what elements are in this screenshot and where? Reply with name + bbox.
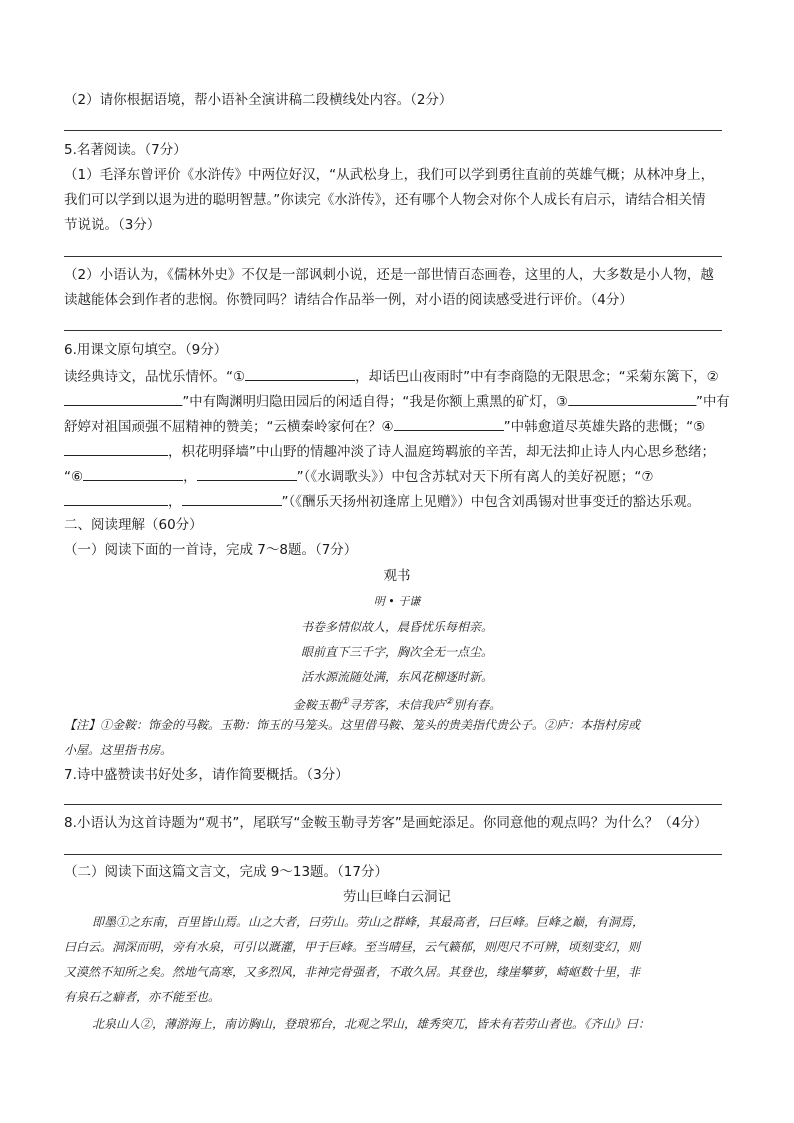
classical-p1-line1: 即墨①之东南，百里皆山焉。山之大者，曰劳山。劳山之群峰，其最高者，曰巨峰。巨峰之巅，有洞焉， xyxy=(92,915,645,929)
q6-text: ，却话巴山夜雨时”中有李商隐的无限思念；“采菊东篱下，② xyxy=(355,369,719,385)
poem-line-4 xyxy=(0,692,794,715)
answer-line-q5-1[interactable] xyxy=(64,256,722,257)
poem-text: 寻芳客，未信我庐 xyxy=(348,698,445,712)
q6-text: “⑥ xyxy=(64,469,84,485)
poem-line-3: 活水源流随处满，东风花柳逐时新。 xyxy=(300,670,493,684)
footnote-ref-1: ① xyxy=(340,697,349,707)
q6-text: ”中有陶渊明归隐田园后的闲适自得；“我是你额上熏黑的矿灯，③ xyxy=(182,394,568,410)
q6-text: ”（《酬乐天扬州初逢席上见赠》）中包含刘禹锡对世事变迁的豁达乐观。 xyxy=(281,494,701,510)
blank-7b[interactable] xyxy=(182,490,282,506)
poem-title: 观书 xyxy=(383,568,411,584)
q5-2-line1: （2）小语认为，《儒林外史》不仅是一部讽刺小说，还是一部世情百态画卷，这里的人，大多数是小人物，越 xyxy=(64,267,714,283)
q6-text: ， xyxy=(183,469,197,485)
answer-line-q4-2[interactable] xyxy=(64,130,722,131)
q7-prompt: 7.诗中盛赞读书好处多，请作简要概括。（3分） xyxy=(64,767,349,783)
classical-title: 劳山巨峰白云洞记 xyxy=(343,889,451,905)
q6-line-d xyxy=(64,440,715,462)
q5-2-line2: 读越能体会到作者的悲悯。你赞同吗？请结合作品举一例，对小语的阅读感受进行评价。（4分） xyxy=(64,292,633,308)
q6-text: ”中韩愈道尽英雄失路的悲慨；“⑤ xyxy=(503,419,706,435)
q6-line-b xyxy=(64,390,730,412)
q6-line-a xyxy=(64,365,719,387)
blank-7a[interactable] xyxy=(64,490,168,506)
section-2-title: 二、阅读理解（60分） xyxy=(64,517,203,533)
poem-text: 别有春。 xyxy=(453,698,502,712)
q6-text: ”中有 xyxy=(696,394,730,410)
classical-p1-line3: 又漠然不知所之矣。然地气高寒，又多烈风，非神完骨强者，不敢久居。其登也，缘崖攀萝，崎岖数十里，非 xyxy=(64,965,641,979)
subsection-1-title: （一）阅读下面的一首诗，完成 7～8题。（7分） xyxy=(64,542,358,558)
classical-p1-line2: 曰白云。洞深而明，旁有水泉，可引以溉灌，甲于巨峰。至当晴昼，云气籁郁，则咫尺不可辨，顷刻变幻，则 xyxy=(64,940,641,954)
blank-4[interactable] xyxy=(394,415,504,431)
classical-p1-line4: 有泉石之癖者，亦不能至也。 xyxy=(64,990,221,1004)
q6-text: 读经典诗文，品忧乐情怀。“① xyxy=(64,369,246,385)
q6-text: 舒婷对祖国顽强不屈精神的赞美；“云横秦岭家何在？④ xyxy=(64,419,394,435)
q6-line-c xyxy=(64,415,705,437)
blank-6b[interactable] xyxy=(197,465,297,481)
blank-5[interactable] xyxy=(64,440,168,456)
q6-line-e xyxy=(64,465,653,487)
poem-note-line1: 【注】①金鞍：饰金的马鞍。玉勒：饰玉的马笼头。这里借马鞍、笼头的贵美指代贵公子。②庐：本指村房或 xyxy=(64,718,641,732)
q8-prompt: 8.小语认为这首诗题为“观书”，尾联写“金鞍玉勒寻芳客”是画蛇添足。你同意他的观点吗？为什么？（4分） xyxy=(64,815,708,831)
answer-line-q5-2[interactable] xyxy=(64,330,722,331)
footnote-ref-2: ② xyxy=(445,697,454,707)
q6-text: ”（《水调歌头》）中包含苏轼对天下所有离人的美好祝愿；“⑦ xyxy=(296,469,654,485)
q6-title: 6.用课文原句填空。（9分） xyxy=(64,342,228,358)
blank-2[interactable] xyxy=(64,390,182,406)
q5-1-line3: 节说说。（3分） xyxy=(64,217,161,233)
q5-1-line1: （1）毛泽东曾评价《水浒传》中两位好汉，“从武松身上，我们可以学到勇往直前的英雄气概；从林冲身上， xyxy=(64,167,715,183)
q5-1-line2: 我们可以学到以退为进的聪明智慧。”你读完《水浒传》，还有哪个人物会对你个人成长有启示，请结合相关情 xyxy=(64,192,706,208)
q5-title: 5.名著阅读。（7分） xyxy=(64,142,187,158)
poem-line-1: 书卷多情似故人，晨昏忧乐每相亲。 xyxy=(300,620,493,634)
blank-3[interactable] xyxy=(568,390,696,406)
q6-text: ， xyxy=(168,494,182,510)
poem-note-line2: 小屋。这里指书房。 xyxy=(64,743,173,757)
poem-text: 金鞍玉勒 xyxy=(292,698,341,712)
q4-2-prompt: （2）请你根据语境，帮小语补全演讲稿二段横线处内容。（2分） xyxy=(64,92,453,108)
q6-line-f xyxy=(64,490,700,512)
q6-text: ，枳花明驿墙”中山野的情趣冲淡了诗人温庭筠羁旅的辛苦，却无法抑止诗人内心思乡愁绪； xyxy=(168,444,715,460)
blank-1[interactable] xyxy=(245,365,355,381)
answer-line-q8[interactable] xyxy=(64,854,722,855)
poem-author: 明 • 于谦 xyxy=(373,595,421,608)
answer-line-q7[interactable] xyxy=(64,804,722,805)
blank-6a[interactable] xyxy=(83,465,183,481)
poem-line-2: 眼前直下三千字，胸次全无一点尘。 xyxy=(300,645,493,659)
subsection-2-title: （二）阅读下面这篇文言文，完成 9～13题。（17分） xyxy=(64,864,388,880)
classical-p2-line1: 北泉山人②，薄游海上，南访胸山，登琅邪台，北观之罘山，雄秀突兀，皆未有若劳山者也。《齐山》曰： xyxy=(92,1017,651,1031)
